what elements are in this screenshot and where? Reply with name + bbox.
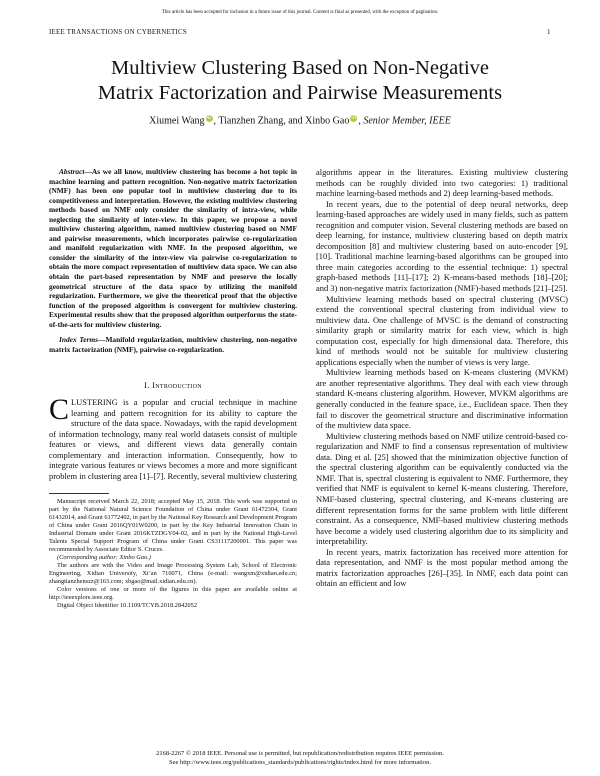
index-terms-label: Index Terms— [59,335,106,345]
index-terms-text: Manifold regularization, multiview clustering, non-negative matrix factorization (NMF), pairwise co-regularization. [49,335,298,354]
author-list [0,115,600,126]
body-paragraph: algorithms appear in the literatures. Existing multiview clustering methods can be roughly divided into two categories: 1) traditional machine learning-based methods and 2) deep learning-based methods. [316,167,568,199]
footnote-affiliation: The authors are with the Video and Image Processing System Lab, School of Electronic Engineering, Xidian University, Xi’an 710071, China (e-mail: wangxm@xidian.edu.cn; zhangtianzhenszz@163.com; xbgao@mail.xidian.edu.cn). [49,562,297,586]
corresponding-author: (Corresponding author: Xinbo Gao.) [57,554,151,562]
orcid-icon[interactable]: iD [351,115,357,121]
section-title: Introduction [152,380,202,391]
section-heading [49,380,297,390]
body-paragraph: Multiview learning methods based on K-means clustering (MVKM) are another representative algorithms. They deal with each view through standard K-means clustering algorithm. However, MVKM algorithms are generally conducted in the feature space, i.e., Euclidean space. Then they fail to discover the geometrical structure and discriminative information of the multiview data space. [316,367,568,431]
right-column [316,167,568,589]
footnote-color: Color versions of one or more of the figures in this paper are available online at http://ieeexplore.ieee.org. [49,586,297,602]
index-terms [49,335,297,354]
intro-text: is a popular and crucial technique in machine learning and pattern recognition for its ability to capture the structure of the data space. Nowadays, with the rapid development of information technology, many real world datasets consist of multiple features or views, and different views data generally contain complementary and interaction information. Consequently, how to integrate various features or views becomes a more and more significant problem in clustering area [1]–[7]. Recently, several multiview clustering [49,397,297,481]
abstract-text: As we all know, multiview clustering has become a hot topic in machine learning and pattern recognition. Non-negative matrix factorization (NMF) has been one popular tool in multiview clustering due to its competitiveness and interpretation. However, the existing multiview clustering methods based on NMF only consider the similarity of intra-view, while neglecting the similarity of inter-view. In this paper, we propose a novel multiview clustering algorithm, named multiview clustering based on NMF and pairwise measurements, which incorporates pairwise co-regularization and manifold regularization with NMF. In the proposed algorithm, we consider the similarity of the inter-view via pairwise co-regularization to obtain the more compact representation of multiview data space. We can also obtain the part-based representation by NMF and preserve the locally geometrical structure of the data space by utilizing the manifold regularization. Furthermore, we give the theoretical proof that the objective function of the proposed algorithm is convergent for multiview clustering. Experimental results show that the proposed algorithm outperforms the state-of-the-arts for multiview clustering. [49,167,297,329]
doi: Digital Object Identifier 10.1109/TCYB.2018.2842052 [57,602,198,610]
journal-name: IEEE TRANSACTIONS ON CYBERNETICS [49,28,187,36]
copyright-line: 2168-2267 © 2018 IEEE. Personal use is permitted, but republication/redistribution requires IEEE permission. [156,750,444,757]
author-sep: , [358,115,364,127]
drop-cap: C [49,393,70,427]
copyright-footer [0,750,600,767]
intro-paragraph [49,393,297,481]
paper-title [0,56,600,106]
body-paragraph: Multiview learning methods based on spectral clustering (MVSC) extend the conventional spectral clustering from individual view to multiview data. One challenge of MVSC is the demand of constructing similarity graph or similarity matrix for each view, which is high computation cost, especially for high dimensional data. Therefore, this kind of methods would not be suitable for multiview clustering applications especially when the number of views is very large. [316,293,568,367]
body-paragraph: In recent years, matrix factorization has received more attention for data representation, and NMF is the most popular method among the matrix factorization approaches [26]–[35]. In NMF, each data point can obtain an efficient and low [316,546,568,589]
orcid-icon[interactable]: iD [206,115,212,121]
rights-link-line: See http://www.ieee.org/publications_standards/publications/rights/index.html for more information. [169,758,431,766]
footnote-received: Manuscript received March 22, 2018; accepted May 15, 2018. This work was supported in part by the National Natural Science Foundation of China under Grant 61472304, Grant 61432014, and Grant 61772402, in part by the National Key Research and Development Program of China under Grant 2016QY01W0200, in part by the Key Industrial Innovation Chain in Industrial Domain under Grant 2016KTZDGY04-02, and in part by the National High-Level Talents Special Support Program of China under Grant CS31117200001. This paper was recommended by Associate Editor S. Cruces. [49,498,297,554]
title-line-1: Multiview Clustering Based on Non-Negative [110,57,490,79]
section-numeral: I. [144,380,153,391]
author-membership: Senior Member, IEEE [363,115,451,127]
footnote-corresponding [49,554,297,562]
footnote-rule [49,493,109,494]
author-wang: Xiumei Wang [149,115,205,127]
body-paragraph: In recent years, due to the potential of deep neural networks, deep learning-based approaches are widely used in many fields, such as pattern recognition and computer vision. Several clustering methods are based on deep learning, for instance, multiview clustering based on depth matrix decomposition [8] and multiview clustering based on auto-encoder [9], [10]. Traditional machine learning-based algorithms can be grouped into three main categories according to the essential technique: 1) spectral graph-based methods [11]–[17]; 2) K-means-based methods [18]–[20]; and 3) non-negative matrix factorization (NMF)-based methods [21]–[25]. [316,198,568,294]
abstract-label: Abstract— [59,167,92,176]
page-number: 1 [547,28,551,36]
intro-caps: LUSTERING [71,397,118,408]
body-paragraph: Multiview clustering methods based on NMF utilize centroid-based co-regularization and NMF to find a consensus representation of multiview data. Ding et al. [25] showed that the minimization objective function of the spectral clustering algorithm can be equivalently conducted via the NMF. That is, spectral clustering is equivalent to NMF. Furthermore, they verified that NMF is equivalent to kernel K-means clustering. Therefore, NMF-based clustering, spectral clustering, and K-means clustering are different representation forms for the same problem with little different constraint. As a consequence, NMF-based multiview clustering methods have become a widely used clustering algorithm due to its simplicity and interpretability. [316,430,568,547]
acceptance-notice: This article has been accepted for inclusion in a future issue of this journal. Content is final as presented, with the exception of pagination. [161,10,439,15]
abstract [49,167,297,329]
left-column [49,167,297,610]
title-line-2: Matrix Factorization and Pairwise Measurements [97,82,503,104]
author-zhang-gao: , Tianzhen Zhang, and Xinbo Gao [213,115,350,127]
